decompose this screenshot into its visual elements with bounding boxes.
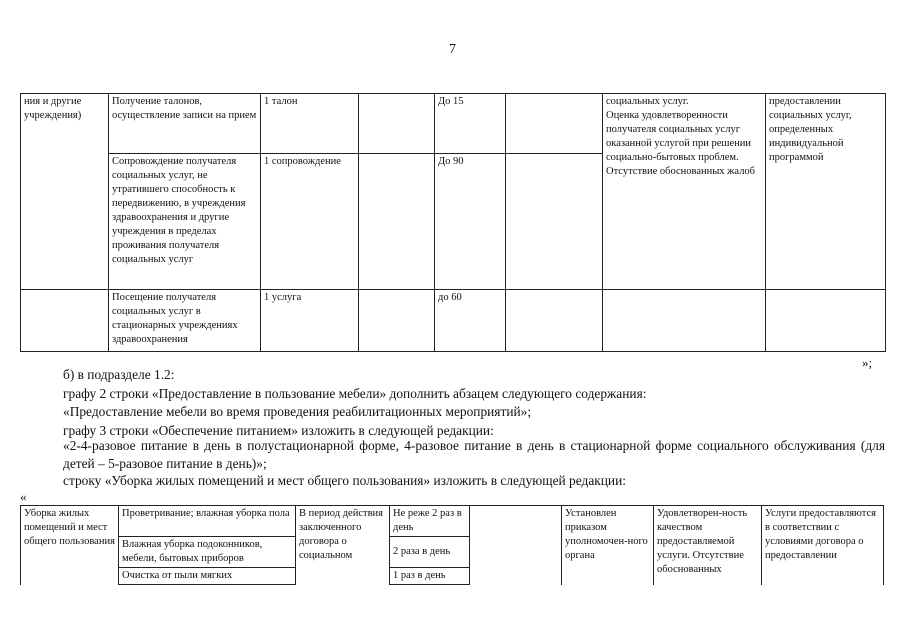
table-cell: Удовлетворен-ность качеством предоставляемой услуги. Отсутствие обоснованных	[654, 506, 762, 585]
table-cell	[506, 154, 603, 290]
table-cell: До 90	[435, 154, 506, 290]
services-table-continued	[20, 93, 886, 352]
table-cell: В период действия заключенного договора о социальном	[296, 506, 390, 585]
table-cell: ния и другие учреждения)	[21, 94, 109, 290]
table-cell	[506, 94, 603, 154]
table-cell: предоставлении социальных услуг, определенных индивидуальной программой	[766, 94, 886, 290]
paragraph: строку «Уборка жилых помещений и мест общего пользования» изложить в следующей редакции:	[63, 473, 626, 488]
table-cell: Сопровождение получателя социальных услуг, не утратившего способность к передвижению, в учреждения здравоохранения и другие учреждения в пределах проживания получателя социальных услуг	[109, 154, 261, 290]
table-cell: 2 раза в день	[390, 537, 470, 568]
cleaning-table	[20, 505, 884, 585]
paragraph: «Предоставление мебели во время проведения реабилитационных мероприятий»;	[63, 404, 532, 419]
table-cell: Посещение получателя социальных услуг в стационарных учреждениях здравоохранения	[109, 290, 261, 352]
table-cell: 1 раз в день	[390, 568, 470, 585]
table-cell	[766, 290, 886, 352]
page-number: 7	[449, 42, 456, 57]
table-cell	[359, 94, 435, 154]
table-cell: Проветривание; влажная уборка пола	[119, 506, 296, 537]
table-cell	[21, 290, 109, 352]
table-cell	[359, 154, 435, 290]
table-cell: Установлен приказом уполномочен-ного органа	[562, 506, 654, 585]
table-cell	[506, 290, 603, 352]
table-cell	[603, 290, 766, 352]
table-row	[21, 506, 884, 537]
table-cell: до 60	[435, 290, 506, 352]
paragraph: б) в подразделе 1.2:	[63, 367, 175, 382]
table-cell: 1 сопровождение	[261, 154, 359, 290]
table-cell: Очистка от пыли мягких	[119, 568, 296, 585]
table-cell: До 15	[435, 94, 506, 154]
paragraph: «2-4-разовое питание в день в полустационарной форме, 4-разовое питание в день в стационарной форме социального обслуживания (для детей – 5-разовое питание в день)»;	[63, 438, 885, 471]
opening-quote: «	[20, 489, 27, 504]
table-cell: Влажная уборка подоконников, мебели, бытовых приборов	[119, 537, 296, 568]
closing-quote: »;	[862, 355, 873, 370]
table-cell: 1 услуга	[261, 290, 359, 352]
table-row	[21, 290, 886, 352]
table-cell	[359, 290, 435, 352]
table-cell: Уборка жилых помещений и мест общего пользования	[21, 506, 119, 585]
table-cell: Получение талонов, осуществление записи на прием	[109, 94, 261, 154]
table-cell	[470, 506, 562, 585]
paragraph: графу 3 строки «Обеспечение питанием» изложить в следующей редакции:	[63, 423, 494, 438]
table-cell: Не реже 2 раз в день	[390, 506, 470, 537]
paragraph: графу 2 строки «Предоставление в пользование мебели» дополнить абзацем следующего содержания:	[63, 386, 647, 401]
table-row	[21, 94, 886, 154]
table-cell: социальных услуг. Оценка удовлетворенности получателя социальных услуг оказанной услугой при решении социально-бытовых проблем. Отсутствие обоснованных жалоб	[603, 94, 766, 290]
table-cell: Услуги предоставляются в соответствии с условиями договора о предоставлении	[762, 506, 884, 585]
table-cell: 1 талон	[261, 94, 359, 154]
